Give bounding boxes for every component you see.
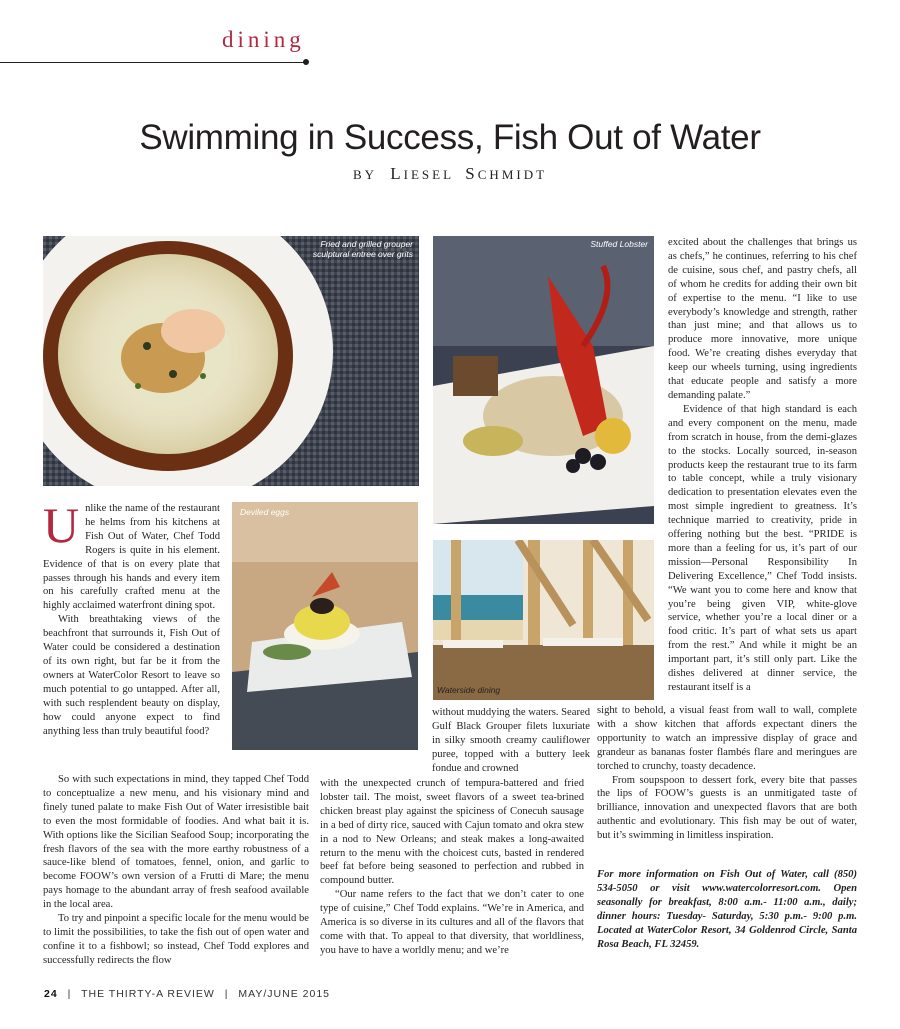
deviled-eggs-caption: Deviled eggs xyxy=(240,507,290,517)
grouper-caption xyxy=(313,240,413,260)
page-footer xyxy=(44,988,330,1000)
article-paragraph-7: excited about the challenges that brings us as chefs,” he continues, referring to his chef de cuisine, sous chef, and pastry chefs, all of whom he credits for adding their own bit of expertise to the menu. “I like to use everybody’s knowledge and strength, rather than just mine; and that allows us to produce more innovative, more unique food. We’re creating dishes everyday that keep our wheels turning, using ingredients that educate people and satisfy a more demanding palate.” xyxy=(668,237,857,401)
drop-cap: U xyxy=(43,497,80,553)
footer-separator: | xyxy=(67,988,72,1000)
waterside-dining-caption: Waterside dining xyxy=(437,685,501,696)
header-rule-dot xyxy=(303,59,309,65)
byline xyxy=(0,164,900,184)
grouper-photo-art xyxy=(43,236,419,486)
footer-separator-2: | xyxy=(224,988,229,1000)
article-paragraph-1 xyxy=(43,497,220,613)
page-number: 24 xyxy=(44,988,58,1000)
lobster-caption: Stuffed Lobster xyxy=(590,239,648,249)
article-paragraph-6: “Our name refers to the fact that we don’t cater to one type of cuisine,” Chef Todd explains. “We’re in America, and America is so diverse in its cultures and all of the flavors that come with that. To appeal to that diversity, that worldliness, you have to have a worldly menu; and we’re xyxy=(320,889,584,956)
lobster-photo-art xyxy=(433,236,654,524)
deviled-eggs-photo xyxy=(232,502,418,750)
article-column-1-upper xyxy=(43,497,220,738)
waterside-dining-photo xyxy=(433,540,654,700)
article-column-1-lower xyxy=(43,773,309,968)
article-paragraph-4: To try and pinpoint a specific locale for the menu would be to limit the possibilities, to take the fish out of open water and confine it to a fishbowl; so instead, Chef Todd explores and successfully redirects the flow xyxy=(43,913,309,966)
byline-by: BY xyxy=(352,167,378,182)
byline-initial-last: S xyxy=(465,164,478,183)
waterside-dining-photo-art xyxy=(433,540,654,700)
article-column-3-lower xyxy=(597,704,857,843)
article-paragraph-9: sight to behold, a visual feast from wall to wall, complete with a show kitchen that affords expectant diners the opportunity to watch an impressive display of grace and grandeur as bananas foster flambés flare and meringues are torched to crunchy, toasty decadence. xyxy=(597,705,857,772)
article-paragraph-3: So with such expectations in mind, they tapped Chef Todd to conceptualize a new menu, and his visionary mind and finely tuned palate to make Fish Out of Water irresistible bait to even the most formidable of foodies. And what bait it is. With options like the Sicilian Seafood Soup; incorporating the fresh flavors of the sea with the more earthy robustness of a sauce-like blend of tomatoes, fennel, onion, and garlic to become FOOW’s own version of a Frutti di Mare; the menu pays homage to the abundant array of fresh seafood available in the local area. xyxy=(43,774,309,911)
article-paragraph-10: From soupspoon to dessert fork, every bite that passes the lips of FOOW’s guests is an unmitigated taste of brilliance, innovation and unexpected flavors that are both authentic and evolutionary. This fish may be out of water, but it’s swimming in limitless inspiration. xyxy=(597,774,857,842)
contact-info: For more information on Fish Out of Water, call (850) 534-5050 or visit www.watercolorresort.com. Open seasonally for breakfast, 8:00 a.m.- 11:00 a.m., daily; dinner hours: Tuesday- Saturday, 5:30 p.m.- 9:00 p.m. Located at WaterColor Resort, 34 Goldenrod Circle, Santa Rosa Beach, FL 32459. xyxy=(597,869,857,950)
article-column-2-lower xyxy=(320,777,584,958)
header-rule xyxy=(0,62,308,63)
issue-date: MAY/JUNE 2015 xyxy=(238,988,330,1000)
article-paragraph-8: Evidence of that high standard is each and every component on the menu, made from scratch in house, from the demi-glazes to the stocks. Locally sourced, in-season products keep the restaurant true to its farm to table concept, while a truly visionary dedication to presentation elevates even the most simple ingredient to greatness. It’s technique married to creativity, pride in offering nothing but the best. “PRIDE is more than a feeling for us, it’s part of our mission—Personal Responsibility In Delivering Excellence,” Chef Todd insists. “We want you to come here and know that you’re being given VIP, white-glove service, whether you’re a local diner or a food critic. It’s part of what sets us apart from the rest.” And while it might be an important part, it’s still only part. Like the dishes delivered at dinner service, the restaurant itself is a xyxy=(668,403,857,693)
deviled-eggs-photo-art xyxy=(232,502,418,750)
article-column-2-upper xyxy=(432,706,590,776)
byline-first-name-rest: IESEL xyxy=(403,167,455,182)
lobster-photo xyxy=(433,236,654,524)
magazine-name: THE THIRTY-A REVIEW xyxy=(81,988,215,1000)
grouper-photo xyxy=(43,236,419,486)
article-column-3-upper xyxy=(668,236,857,695)
byline-last-name-rest: CHMIDT xyxy=(477,167,548,182)
article-title: Swimming in Success, Fish Out of Water xyxy=(139,118,761,157)
article-paragraph-5: with the unexpected crunch of tempura-battered and fried lobster tail. The moist, sweet flavors of a sweet tea-brined chicken breast play against the spiciness of Conecuh sausage in a bed of dirty rice, sauced with Cajun tomato and okra stew in a nod to New Orleans; and steak makes a long-awaited return to the menu with the choicest cuts, basted in rendered beef fat before being seasoned to perfection and rubbed in compound butter. xyxy=(320,778,584,887)
article-paragraph-1-text: nlike the name of the restaurant he helms from his kitchens at Fish Out of Water, Chef Todd Rogers is quite in his element. Evidence of that is on every plate that passes through his hands and every item on his carefully crafted menu at the highly acclaimed waterfront dining spot. xyxy=(43,503,220,612)
byline-initial-first: L xyxy=(390,164,404,183)
grouper-caption-line-2: sculptural entree over grits xyxy=(312,248,413,259)
article-paragraph-2: With breathtaking views of the beachfront that surrounds it, Fish Out of Water could be considered a destination of its own right, but far be it from the owners at WaterColor Resort to leave so much potential to go untapped. After all, with such resplendent beauty on display, how could anyone expect to find anything less than truly beautiful food? xyxy=(43,614,220,737)
article-column-2-start: without muddying the waters. Seared Gulf Black Grouper filets luxuriate in silky smooth creamy cauliflower puree, topped with a buttery leek fondue and crowned xyxy=(432,707,590,774)
grouper-caption-line-1: Fried and grilled grouper xyxy=(320,239,413,249)
section-label: dining xyxy=(222,27,305,52)
